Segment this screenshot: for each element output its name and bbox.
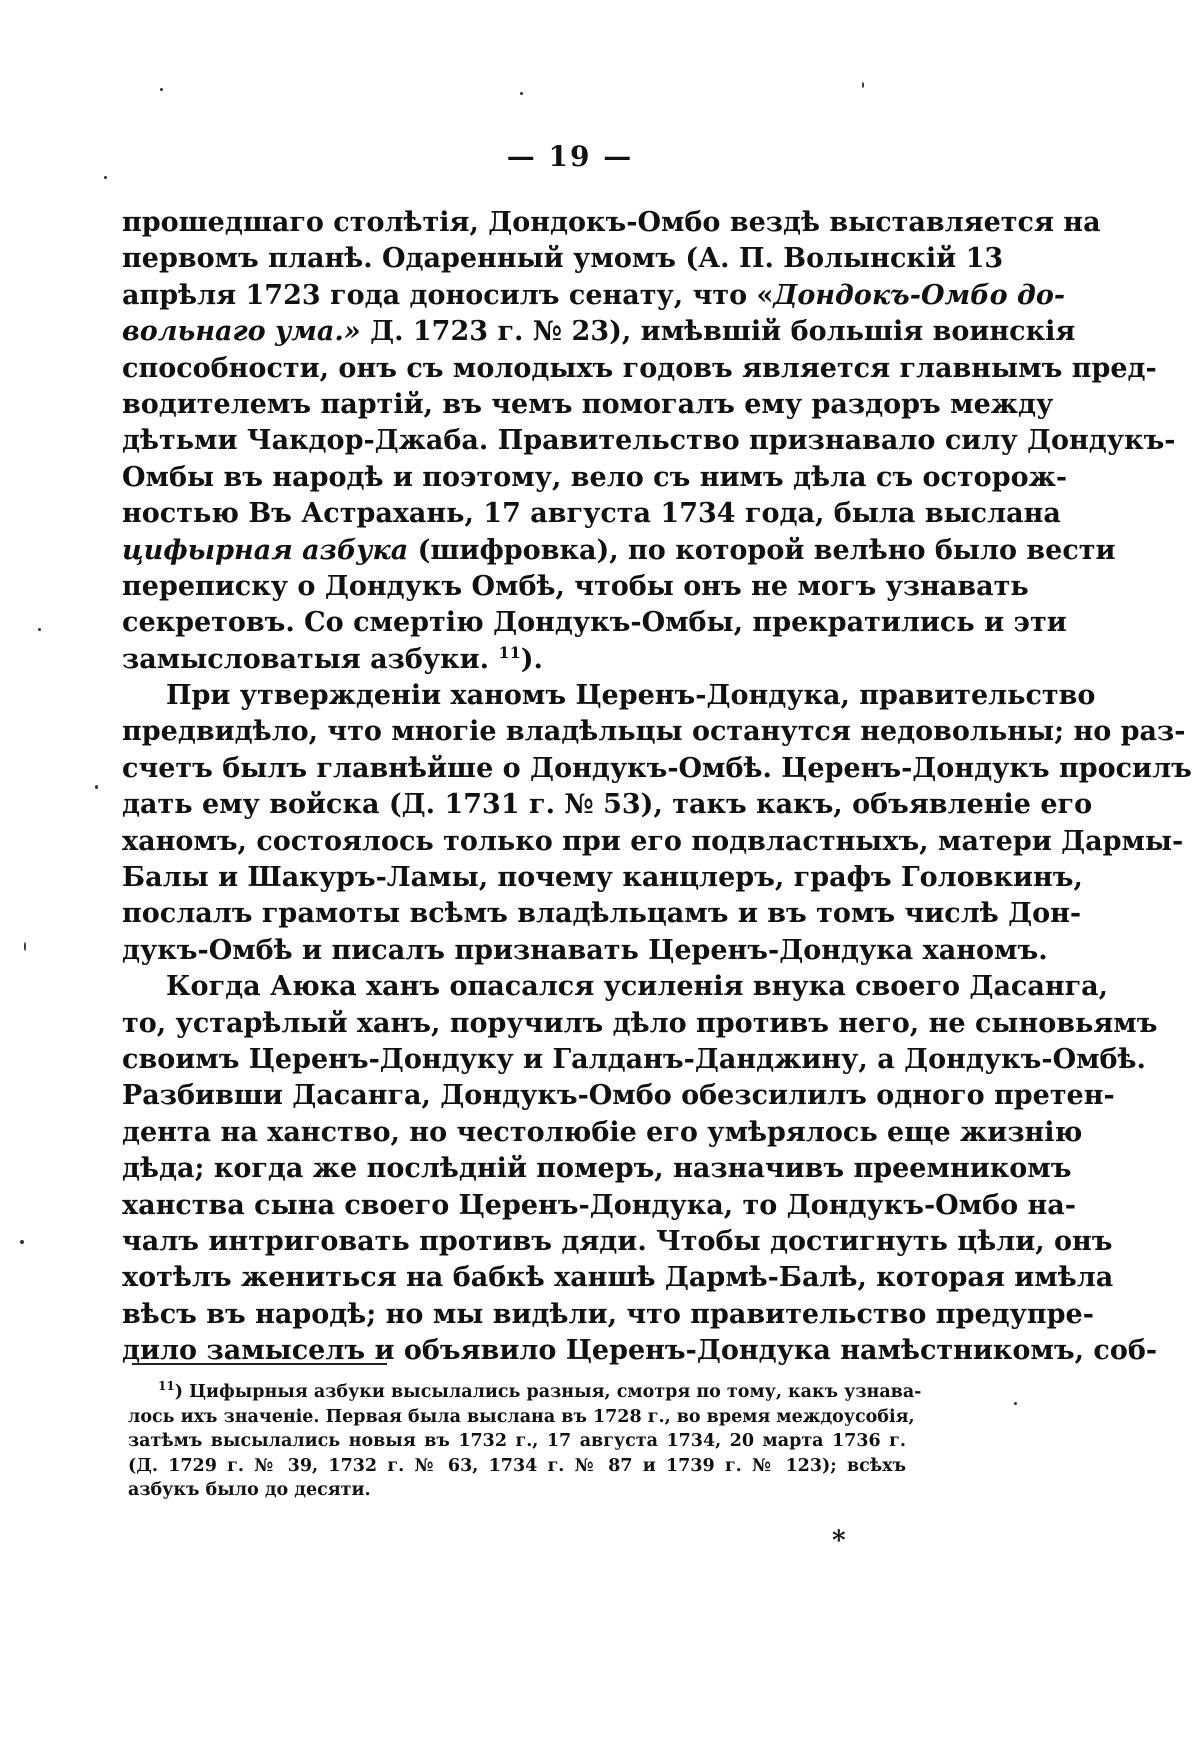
text-line: При утвержденіи ханомъ Церенъ-Дондука, правительство xyxy=(166,680,1096,712)
text-line: водителемъ партій, въ чемъ помогалъ ему раздоръ между xyxy=(122,388,1054,420)
text-line: ностью Въ Астрахань, 17 августа 1734 года, была выслана xyxy=(122,498,1061,530)
text-line: способности, онъ съ молодыхъ годовъ является главнымъ пред- xyxy=(122,352,1157,384)
text-line: чалъ интриговать противъ дяди. Чтобы достигнуть цѣли, онъ xyxy=(122,1225,1113,1257)
text-line: секретовъ. Со смертію Дондукъ-Омбы, прекратились и эти xyxy=(122,607,1067,639)
text-line: ханомъ, состоялось только при его подвластныхъ, матери Дармы- xyxy=(122,825,1184,857)
text-line: дукъ-Омбѣ и писалъ признавать Церенъ-Дондука ханомъ. xyxy=(122,934,1048,966)
text-line: Омбы въ народѣ и поэтому, вело съ нимъ дѣла съ осторож- xyxy=(122,461,1068,493)
text-line: дило замыселъ и объявило Церенъ-Дондука намѣстникомъ, соб- xyxy=(122,1335,1158,1367)
text-line: своимъ Церенъ-Дондуку и Галданъ-Данджину, а Дондукъ-Омбѣ. xyxy=(122,1043,1146,1075)
scan-speck xyxy=(20,1240,24,1244)
footnote-line: лось ихъ значеніе. Первая была выслана въ 1728 г., во время междоусобія, xyxy=(128,1406,915,1427)
footnote-divider xyxy=(132,1363,387,1365)
text-line: Разбивши Дасанга, Дондукъ-Омбо обезсилилъ одного претен- xyxy=(122,1080,1115,1112)
scan-speck xyxy=(1014,1402,1017,1405)
footnote-line: (Д. 1729 г. № 39, 1732 г. № 63, 1734 г. № 87 и 1739 г. № 123); всѣхъ xyxy=(128,1455,906,1476)
italic-fragment: цифырная азбука xyxy=(122,534,409,566)
footnote-marker: 11 xyxy=(158,1379,175,1393)
text-line: то, устарѣлый ханъ, поручилъ дѣло противъ него, не сыновьямъ xyxy=(122,1007,1158,1039)
text-line: Когда Аюка ханъ опасался усиленія внука своего Дасанга, xyxy=(166,971,1109,1003)
text-line: дѣда; когда же послѣдній померъ, назначивъ преемникомъ xyxy=(122,1153,1072,1185)
text-line: дать ему войска (Д. 1731 г. № 53), такъ какъ, объявленіе его xyxy=(122,789,1093,821)
scan-speck xyxy=(104,176,107,179)
text-line: хотѣлъ жениться на бабкѣ ханшѣ Дармѣ-Балѣ, которая имѣла xyxy=(122,1262,1114,1294)
text-line: вѣсъ въ народѣ; но мы видѣли, что правительство предупре- xyxy=(122,1298,1094,1330)
text-line: цифырная азбука (шифровка), по которой велѣно было вести xyxy=(122,534,1116,566)
scan-speck xyxy=(160,88,163,91)
scan-speck xyxy=(95,785,98,789)
text-fragment: ) Цифырныя азбуки высылались разныя, смотря по тому, какъ узнава- xyxy=(174,1382,922,1402)
footnote-ref[interactable]: 11 xyxy=(498,642,521,662)
text-line: апрѣля 1723 года доносилъ сенату, что «Дондокъ-Омбо до- xyxy=(122,279,1066,311)
text-fragment: ). xyxy=(520,643,543,675)
scan-speck xyxy=(520,92,523,95)
scan-speck xyxy=(24,942,26,951)
text-line: дѣтьми Чакдор-Джаба. Правительство признавало силу Дондукъ- xyxy=(122,425,1176,457)
scan-speck xyxy=(38,628,41,631)
italic-fragment: вольнаго ума.» xyxy=(122,316,361,348)
text-line: первомъ планѣ. Одаренный умомъ (А. П. Волынскій 13 xyxy=(122,243,1004,275)
scan-speck xyxy=(862,82,864,88)
footnote-line xyxy=(128,1379,922,1405)
page-number: — 19 — xyxy=(506,140,634,173)
text-fragment: замысловатыя азбуки. xyxy=(122,643,490,675)
text-line: Балы и Шакуръ-Ламы, почему канцлеръ, графъ Головкинъ, xyxy=(122,862,1083,894)
footnote xyxy=(128,1379,922,1503)
text-line: дента на ханство, но честолюбіе его умѣрялось еще жизнію xyxy=(122,1116,1083,1148)
text-line: вольнаго ума.» Д. 1723 г. № 23), имѣвшій большія воинскія xyxy=(122,316,1076,348)
body-text xyxy=(122,205,1192,1370)
text-line: предвидѣло, что многіе владѣльцы останутся недовольны; но раз- xyxy=(122,716,1186,748)
text-line: ханства сына своего Церенъ-Дондука, то Дондукъ-Омбо на- xyxy=(122,1189,1077,1221)
text-line: счетъ былъ главнѣйше о Дондукъ-Омбѣ. Церенъ-Дондукъ просилъ xyxy=(122,752,1192,784)
text-line: прошедшаго столѣтія, Дондокъ-Омбо вездѣ выставляется на xyxy=(122,207,1101,238)
text-line xyxy=(122,642,904,678)
italic-fragment: Дондокъ-Омбо до- xyxy=(773,279,1066,311)
footnote-line: затѣмъ высылались новыя въ 1732 г., 17 августа 1734, 20 марта 1736 г. xyxy=(128,1431,906,1451)
printer-mark: * xyxy=(832,1526,846,1556)
footnote-line: азбукъ было до десяти. xyxy=(128,1480,371,1500)
text-line: послалъ грамоты всѣмъ владѣльцамъ и въ томъ числѣ Дон- xyxy=(122,898,1082,930)
text-line: переписку о Дондукъ Омбѣ, чтобы онъ не могъ узнавать xyxy=(122,570,1029,602)
